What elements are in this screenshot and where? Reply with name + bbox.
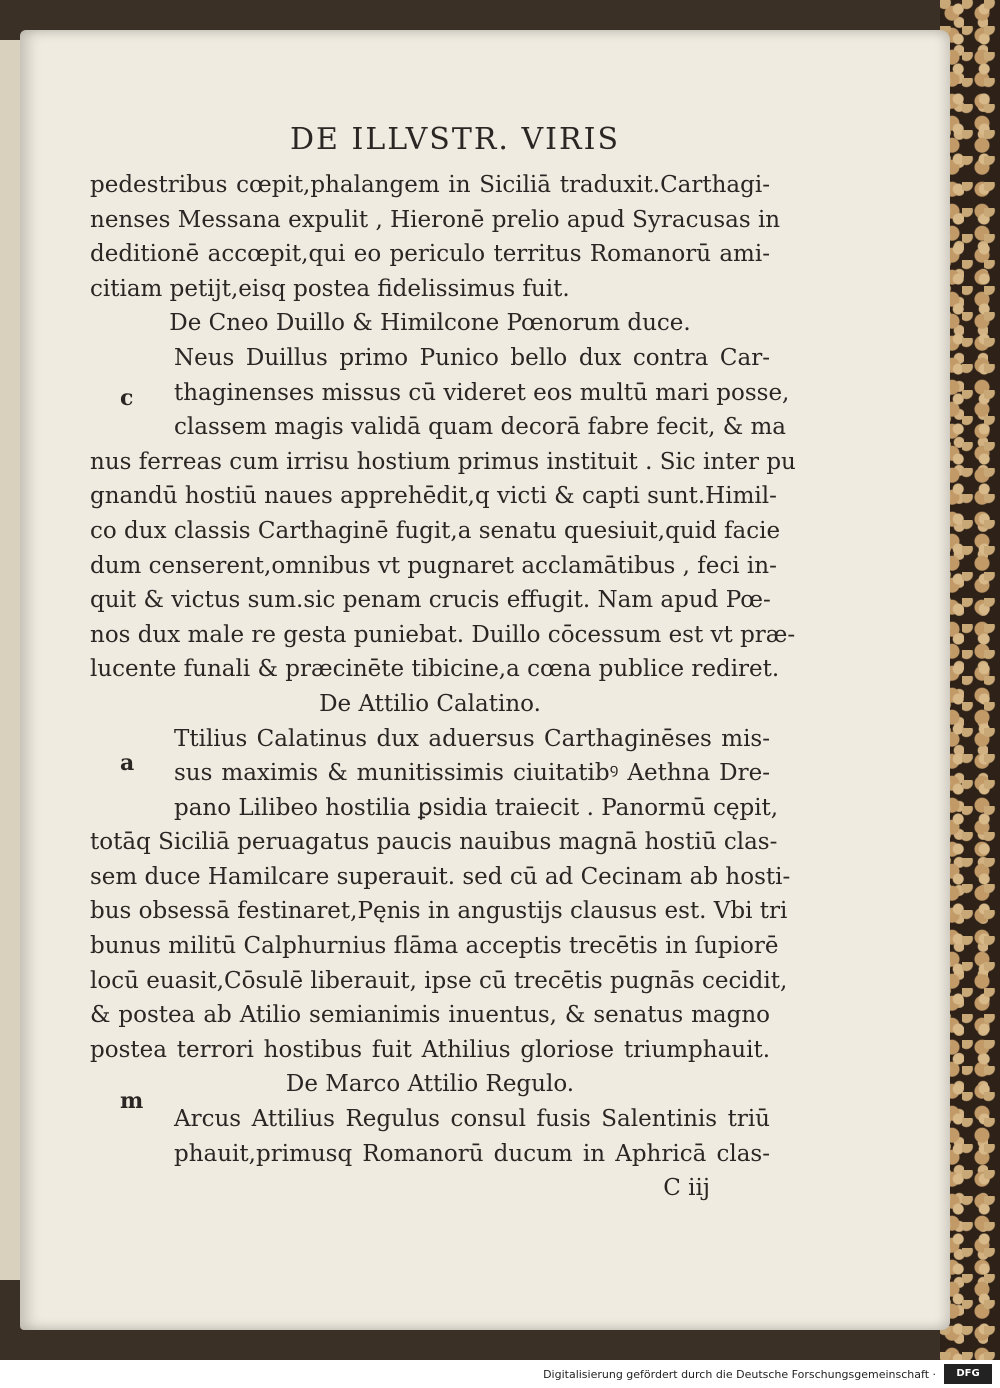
dfg-logo: DFG [944, 1364, 992, 1384]
text-line: & postea ab Atilio semianimis inuentus, & senatus magno [90, 1002, 770, 1029]
text-line: locū euasit,Cōsulē liberauit, ipse cū trecētis pugnās cecidit, [90, 967, 788, 994]
text-line: bus obsessā festinaret,Pęnis in angustijs clausus est. Vbi tri [90, 898, 788, 925]
text-line: pedestribus cœpit,phalangem in Siciliā traduxit.Carthagi- [90, 172, 770, 198]
text-line: sem duce Hamilcare superauit. sed cū ad Cecinam ab hosti- [90, 863, 791, 890]
text-line: bunus militū Calphurnius flāma acceptis trecētis in ſupiorē [90, 933, 779, 960]
text-line: thaginenses missus cū videret eos multū mari posse, [174, 379, 790, 406]
page-header: DE ILLVSTR. VIRIS [289, 122, 620, 157]
text-line: totāq Siciliā peruagatus paucis nauibus magnā hostiū clas- [90, 829, 778, 856]
text-line: nos dux male re gesta puniebat. Duillo cōcessum est vt præ- [90, 621, 796, 648]
text-line: quit & victus sum.sic penam crucis effugit. Nam apud Pœ- [90, 587, 771, 614]
margin-initial-c: c [120, 385, 134, 411]
book-page [20, 30, 950, 1330]
digitization-credit: Digitalisierung gefördert durch die Deutsche Forschungsgemeinschaft · [543, 1368, 936, 1381]
signature-mark: C iij [663, 1175, 710, 1202]
text-line: deditionē accœpit,qui eo periculo territus Romanorū ami- [90, 241, 770, 268]
text-line: Neus Duillus primo Punico bello dux contra Car- [174, 344, 770, 371]
text-line: gnandū hostiū naues apprehēdit,q victi & capti sunt.Himil- [90, 483, 777, 510]
text-line: Ttilius Calatinus dux aduersus Carthaginēses mis- [174, 725, 770, 752]
section-heading: De Cneo Duillo & Himilcone Pœnorum duce. [169, 310, 691, 337]
text-line: phauit,primusq Romanorū ducum in Aphricā clas- [174, 1140, 770, 1167]
text-line: pano Lilibeo hostilia ꝑsidia traiecit . Panormū cępit, [174, 794, 779, 821]
text-line: nenses Messana expulit , Hieronē prelio apud Syracusas in [90, 206, 781, 233]
text-line: classem magis validā quam decorā fabre fecit, & ma [174, 414, 787, 441]
text-line: lucente funali & præcinēte tibicine,a cœna publice rediret. [90, 656, 780, 683]
text-line: co dux classis Carthaginē fugit,a senatu quesiuit,quid facie [90, 517, 781, 544]
text-line: nus ferreas cum irrisu hostium primus instituit . Sic inter pu [90, 448, 796, 475]
margin-initial-m: m [120, 1088, 144, 1114]
text-line: sus maximis & munitissimis ciuitatibꝰ Aethna Dre- [174, 760, 770, 787]
text-line: citiam petijt,eisq postea fidelissimus fuit. [90, 275, 570, 302]
text-line: postea terrori hostibus fuit Athilius gloriose triumphauit. [90, 1036, 770, 1063]
text-line: Arcus Attilius Regulus consul fusis Salentinis triū [174, 1106, 770, 1133]
section-heading: De Marco Attilio Regulo. [285, 1071, 575, 1098]
section-heading: De Attilio Calatino. [319, 690, 541, 717]
page-text-block [90, 120, 796, 1206]
margin-initial-a: a [120, 750, 135, 776]
text-line: dum censerent,omnibus vt pugnaret acclamātibus , feci in- [90, 552, 777, 579]
